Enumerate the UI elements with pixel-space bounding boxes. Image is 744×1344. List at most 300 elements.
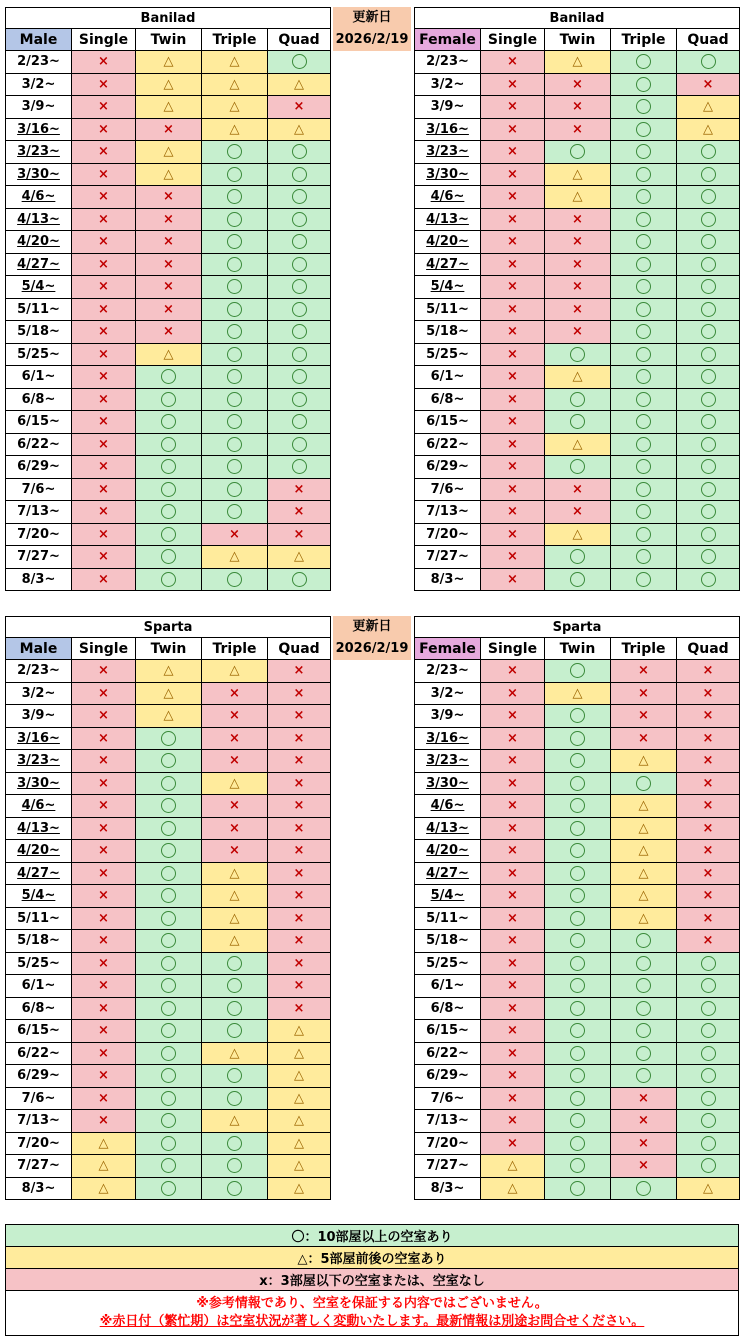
circle-icon <box>227 1181 242 1196</box>
date-cell: 6/22~ <box>6 1042 72 1065</box>
circle-icon <box>570 392 585 407</box>
available-icon <box>136 952 202 975</box>
limited-icon: △ <box>268 1020 331 1043</box>
table-title: Banilad <box>6 8 331 29</box>
circle-icon <box>292 459 307 474</box>
header-row <box>415 638 740 660</box>
circle-icon <box>636 347 651 362</box>
limited-icon: △ <box>202 907 268 930</box>
table-row <box>6 975 331 998</box>
date-cell: 6/15~ <box>415 411 481 434</box>
limited-icon: △ <box>136 96 202 119</box>
full-icon: × <box>481 862 545 885</box>
circle-icon <box>292 369 307 384</box>
circle-icon <box>161 1091 176 1106</box>
date-cell: 6/8~ <box>415 388 481 411</box>
circle-icon <box>636 572 651 587</box>
available-icon <box>611 1177 677 1200</box>
full-icon: × <box>481 907 545 930</box>
circle-icon <box>227 212 242 227</box>
column-header-twin: Twin <box>136 638 202 660</box>
circle-icon <box>570 1113 585 1128</box>
title-row <box>6 617 331 638</box>
available-icon <box>202 388 268 411</box>
column-header-single: Single <box>481 29 545 51</box>
available-icon <box>677 478 740 501</box>
available-icon <box>136 727 202 750</box>
full-icon: × <box>481 456 545 479</box>
available-icon <box>136 411 202 434</box>
available-icon <box>611 568 677 591</box>
table-row <box>6 433 331 456</box>
available-icon <box>677 253 740 276</box>
available-icon <box>545 660 611 683</box>
available-icon <box>611 388 677 411</box>
limited-icon: △ <box>611 750 677 773</box>
circle-icon <box>161 821 176 836</box>
available-icon <box>545 1177 611 1200</box>
available-icon <box>545 1155 611 1178</box>
available-icon <box>677 298 740 321</box>
available-icon <box>545 907 611 930</box>
available-icon <box>268 456 331 479</box>
limited-icon: △ <box>611 840 677 863</box>
limited-icon: △ <box>268 1065 331 1088</box>
circle-icon <box>227 167 242 182</box>
available-icon <box>611 118 677 141</box>
circle-icon <box>570 572 585 587</box>
circle-icon <box>292 212 307 227</box>
full-icon: × <box>481 840 545 863</box>
available-icon <box>611 231 677 254</box>
column-header-quad: Quad <box>677 638 740 660</box>
circle-icon <box>570 549 585 564</box>
circle-icon <box>570 956 585 971</box>
gender-header: Female <box>415 29 481 51</box>
circle-icon <box>636 1068 651 1083</box>
available-icon <box>677 276 740 299</box>
table-title: Sparta <box>415 617 740 638</box>
available-icon <box>136 1042 202 1065</box>
legend-red: x：3部屋以下の空室または、空室なし <box>6 1269 739 1291</box>
table-row <box>415 1020 740 1043</box>
available-icon <box>545 862 611 885</box>
column-header-twin: Twin <box>545 29 611 51</box>
full-icon: × <box>481 885 545 908</box>
column-header-triple: Triple <box>611 638 677 660</box>
available-icon <box>677 1087 740 1110</box>
circle-icon <box>161 369 176 384</box>
circle-icon <box>570 933 585 948</box>
limited-icon: △ <box>202 862 268 885</box>
circle-icon <box>292 572 307 587</box>
full-icon: × <box>481 1132 545 1155</box>
full-icon: × <box>72 750 136 773</box>
circle-icon <box>636 437 651 452</box>
available-icon <box>136 523 202 546</box>
table-row <box>415 817 740 840</box>
limited-icon: △ <box>545 163 611 186</box>
full-icon: × <box>677 907 740 930</box>
available-icon <box>611 298 677 321</box>
limited-icon: △ <box>677 118 740 141</box>
limited-icon: △ <box>611 795 677 818</box>
limited-icon: △ <box>136 660 202 683</box>
table-row <box>6 1155 331 1178</box>
limited-icon: △ <box>677 1177 740 1200</box>
date-cell: 5/25~ <box>6 952 72 975</box>
full-icon: × <box>72 51 136 74</box>
available-icon <box>268 276 331 299</box>
date-cell: 6/15~ <box>415 1020 481 1043</box>
circle-icon <box>161 1023 176 1038</box>
available-icon <box>268 253 331 276</box>
available-icon <box>611 523 677 546</box>
available-icon <box>545 795 611 818</box>
update-date: 2026/2/19 <box>335 32 409 47</box>
available-icon <box>611 186 677 209</box>
available-icon <box>202 343 268 366</box>
available-icon <box>611 456 677 479</box>
column-header-triple: Triple <box>611 29 677 51</box>
circle-icon <box>701 234 716 249</box>
limited-icon: △ <box>611 885 677 908</box>
date-cell: 3/9~ <box>415 96 481 119</box>
limited-icon: △ <box>72 1177 136 1200</box>
limited-icon: △ <box>136 682 202 705</box>
available-icon <box>136 568 202 591</box>
circle-icon <box>292 144 307 159</box>
limited-icon: △ <box>268 1087 331 1110</box>
circle-icon <box>570 866 585 881</box>
circle-icon <box>636 144 651 159</box>
header-row <box>6 638 331 660</box>
table-row <box>415 1042 740 1065</box>
date-cell: 7/6~ <box>415 478 481 501</box>
available-icon <box>136 862 202 885</box>
full-icon: × <box>481 1110 545 1133</box>
table-row <box>415 96 740 119</box>
available-icon <box>611 1020 677 1043</box>
available-icon <box>611 546 677 569</box>
circle-icon <box>292 302 307 317</box>
circle-icon <box>161 504 176 519</box>
full-icon: × <box>268 727 331 750</box>
full-icon: × <box>545 96 611 119</box>
circle-icon <box>292 347 307 362</box>
date-cell: 5/11~ <box>415 298 481 321</box>
available-icon <box>545 885 611 908</box>
full-icon: × <box>268 660 331 683</box>
full-icon: × <box>677 862 740 885</box>
date-cell: 4/6~ <box>415 186 481 209</box>
full-icon: × <box>136 321 202 344</box>
legend-notes <box>6 1291 739 1336</box>
available-icon <box>202 321 268 344</box>
circle-icon <box>227 482 242 497</box>
circle-icon <box>570 978 585 993</box>
table-row <box>415 456 740 479</box>
date-cell: 6/29~ <box>415 456 481 479</box>
available-icon <box>136 433 202 456</box>
available-icon <box>677 411 740 434</box>
full-icon: × <box>481 568 545 591</box>
available-icon <box>545 411 611 434</box>
circle-icon <box>570 459 585 474</box>
circle-icon <box>570 821 585 836</box>
full-icon: × <box>677 73 740 96</box>
gender-header: Male <box>6 638 72 660</box>
available-icon <box>611 141 677 164</box>
circle-icon <box>161 1158 176 1173</box>
available-icon <box>545 568 611 591</box>
full-icon: × <box>136 276 202 299</box>
table-row <box>415 1110 740 1133</box>
circle-icon <box>161 1001 176 1016</box>
full-icon: × <box>481 186 545 209</box>
table-row <box>415 930 740 953</box>
available-icon <box>545 456 611 479</box>
note-1: ※参考情報であり、空室を保証する内容ではございません。 <box>196 1296 548 1311</box>
table-row <box>415 862 740 885</box>
date-cell: 7/13~ <box>415 1110 481 1133</box>
date-cell: 4/13~ <box>6 208 72 231</box>
date-cell: 4/6~ <box>6 795 72 818</box>
available-icon <box>545 343 611 366</box>
date-cell: 3/30~ <box>415 772 481 795</box>
available-icon <box>611 366 677 389</box>
date-cell: 3/30~ <box>6 163 72 186</box>
circle-icon <box>636 504 651 519</box>
limited-icon: △ <box>72 1155 136 1178</box>
circle-icon <box>636 189 651 204</box>
table-row <box>415 276 740 299</box>
circle-icon <box>701 324 716 339</box>
available-icon <box>202 141 268 164</box>
full-icon: × <box>481 1042 545 1065</box>
title-row <box>415 8 740 29</box>
available-icon <box>136 1110 202 1133</box>
full-icon: × <box>545 73 611 96</box>
limited-icon: △ <box>545 366 611 389</box>
table-title: Sparta <box>6 617 331 638</box>
circle-icon <box>701 302 716 317</box>
legend-yellow: △：5部屋前後の空室あり <box>6 1247 739 1269</box>
circle-icon <box>292 54 307 69</box>
table-row <box>415 705 740 728</box>
update-label: 更新日 <box>352 10 392 25</box>
full-icon: × <box>72 366 136 389</box>
full-icon: × <box>481 523 545 546</box>
circle-icon <box>636 234 651 249</box>
circle-icon <box>161 414 176 429</box>
table-row <box>6 366 331 389</box>
table-row <box>6 96 331 119</box>
circle-icon <box>292 189 307 204</box>
table-row <box>6 727 331 750</box>
circle-icon <box>636 279 651 294</box>
circle-icon <box>701 978 716 993</box>
circle-icon <box>701 392 716 407</box>
available-icon <box>611 930 677 953</box>
table-row <box>6 907 331 930</box>
full-icon: × <box>202 750 268 773</box>
full-icon: × <box>268 885 331 908</box>
available-icon <box>677 975 740 998</box>
circle-icon <box>701 369 716 384</box>
circle-icon <box>292 257 307 272</box>
full-icon: × <box>72 298 136 321</box>
full-icon: × <box>481 1020 545 1043</box>
full-icon: × <box>72 1087 136 1110</box>
table-row <box>6 388 331 411</box>
circle-icon <box>227 414 242 429</box>
table-row <box>6 253 331 276</box>
date-cell: 6/1~ <box>415 366 481 389</box>
date-cell: 3/30~ <box>6 772 72 795</box>
circle-icon <box>701 212 716 227</box>
column-header-quad: Quad <box>268 29 331 51</box>
table-row <box>415 298 740 321</box>
full-icon: × <box>72 253 136 276</box>
limited-icon: △ <box>268 1110 331 1133</box>
available-icon <box>136 1065 202 1088</box>
available-icon <box>545 141 611 164</box>
circle-icon <box>636 54 651 69</box>
date-cell: 5/25~ <box>6 343 72 366</box>
circle-icon <box>227 459 242 474</box>
table-row <box>6 1177 331 1200</box>
full-icon: × <box>72 795 136 818</box>
title-row <box>415 617 740 638</box>
full-icon: × <box>545 501 611 524</box>
circle-icon <box>701 1136 716 1151</box>
full-icon: × <box>481 997 545 1020</box>
date-cell: 4/27~ <box>415 253 481 276</box>
table-row <box>6 231 331 254</box>
circle-icon <box>701 144 716 159</box>
available-icon <box>136 1087 202 1110</box>
full-icon: × <box>481 208 545 231</box>
date-cell: 7/27~ <box>6 1155 72 1178</box>
circle-icon <box>570 1046 585 1061</box>
table-row <box>415 186 740 209</box>
available-icon <box>611 321 677 344</box>
available-icon <box>677 433 740 456</box>
date-cell: 6/1~ <box>415 975 481 998</box>
limited-icon: △ <box>268 546 331 569</box>
circle-icon <box>636 257 651 272</box>
available-icon <box>136 1132 202 1155</box>
available-icon <box>202 1020 268 1043</box>
table-row <box>6 73 331 96</box>
available-icon <box>268 51 331 74</box>
circle-icon <box>161 933 176 948</box>
banilad-male-table <box>5 7 331 591</box>
table-row <box>6 186 331 209</box>
circle-icon <box>701 459 716 474</box>
available-icon <box>545 546 611 569</box>
circle-icon <box>161 437 176 452</box>
available-icon <box>677 523 740 546</box>
full-icon: × <box>481 546 545 569</box>
circle-icon <box>227 144 242 159</box>
full-icon: × <box>268 862 331 885</box>
limited-icon: △ <box>202 73 268 96</box>
full-icon: × <box>481 705 545 728</box>
available-icon <box>677 997 740 1020</box>
full-icon: × <box>481 321 545 344</box>
available-icon <box>545 997 611 1020</box>
table-row <box>6 1132 331 1155</box>
full-icon: × <box>268 501 331 524</box>
available-icon <box>202 1177 268 1200</box>
available-icon <box>136 1177 202 1200</box>
date-cell: 3/16~ <box>415 727 481 750</box>
available-icon <box>611 975 677 998</box>
available-icon <box>611 51 677 74</box>
date-cell: 6/22~ <box>415 1042 481 1065</box>
full-icon: × <box>677 660 740 683</box>
date-cell: 6/22~ <box>6 433 72 456</box>
column-header-twin: Twin <box>545 638 611 660</box>
full-icon: × <box>72 96 136 119</box>
limited-icon: △ <box>202 660 268 683</box>
note-2: ※赤日付（繁忙期）は空室状況が著しく変動いたします。最新情報は別途お問合せください。 <box>99 1314 645 1329</box>
limited-icon: △ <box>136 73 202 96</box>
circle-icon <box>636 776 651 791</box>
available-icon <box>136 907 202 930</box>
date-cell: 6/22~ <box>415 433 481 456</box>
full-icon: × <box>481 163 545 186</box>
limited-icon: △ <box>545 523 611 546</box>
full-icon: × <box>545 231 611 254</box>
date-cell: 6/8~ <box>6 388 72 411</box>
available-icon <box>677 546 740 569</box>
circle-icon <box>292 279 307 294</box>
circle-icon <box>570 144 585 159</box>
full-icon: × <box>202 840 268 863</box>
date-cell: 3/30~ <box>415 163 481 186</box>
full-icon: × <box>481 660 545 683</box>
legend-green: 〇：10部屋以上の空室あり <box>6 1225 739 1247</box>
sparta-male-table <box>5 616 331 1200</box>
full-icon: × <box>72 885 136 908</box>
date-cell: 7/20~ <box>415 523 481 546</box>
limited-icon: △ <box>202 546 268 569</box>
available-icon <box>136 388 202 411</box>
date-cell: 4/13~ <box>415 208 481 231</box>
circle-icon <box>636 302 651 317</box>
table-row <box>6 478 331 501</box>
available-icon <box>611 997 677 1020</box>
available-icon <box>136 930 202 953</box>
limited-icon: △ <box>545 186 611 209</box>
full-icon: × <box>72 862 136 885</box>
column-header-quad: Quad <box>677 29 740 51</box>
available-icon <box>202 253 268 276</box>
date-cell: 8/3~ <box>415 568 481 591</box>
table-row <box>415 952 740 975</box>
available-icon <box>611 1065 677 1088</box>
date-cell: 6/8~ <box>415 997 481 1020</box>
table-row <box>415 750 740 773</box>
full-icon: × <box>611 1155 677 1178</box>
available-icon <box>677 141 740 164</box>
circle-icon <box>161 956 176 971</box>
limited-icon: △ <box>268 73 331 96</box>
circle-icon <box>636 414 651 429</box>
